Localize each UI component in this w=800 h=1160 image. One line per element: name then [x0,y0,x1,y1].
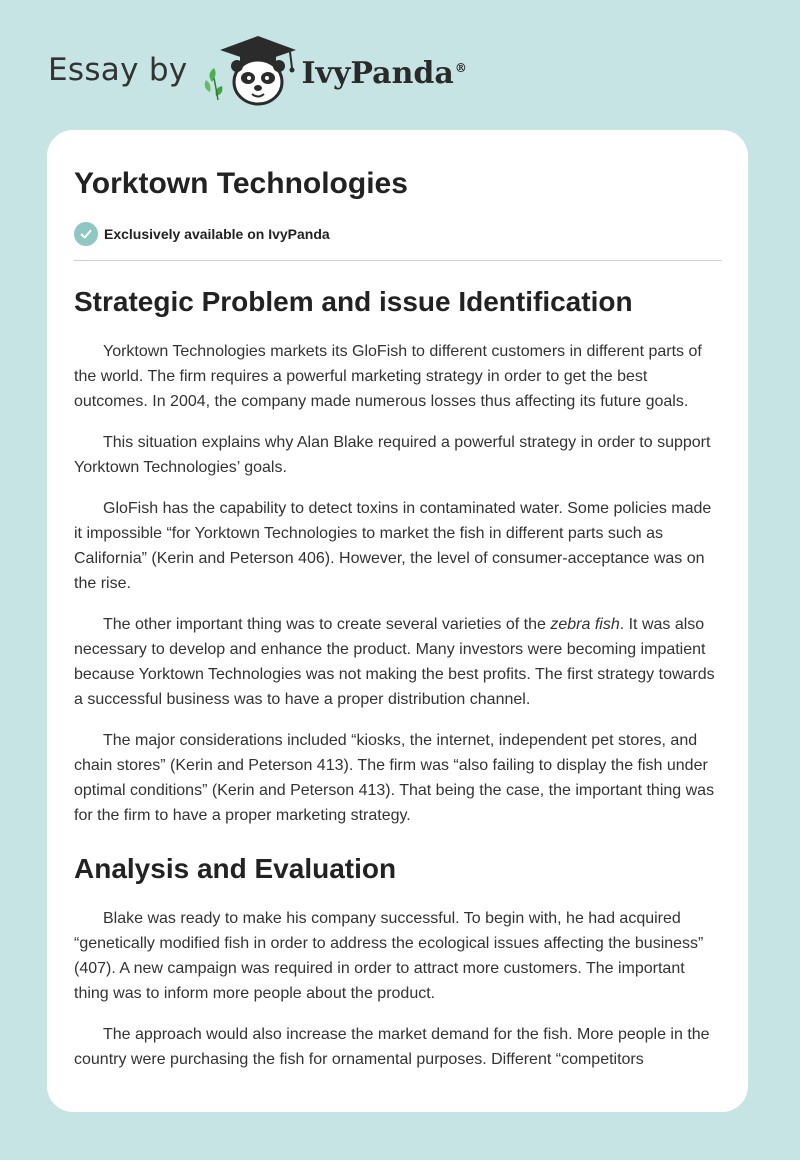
paragraph: The other important thing was to create several varieties of the zebra fish. It was also necessary to develop and enhance the product. Many investors were becoming impatient because Yorktown Technologies was not making the best profits. The first strategy towards a successful business was to have a proper distribution channel. [74,616,715,708]
exclusive-badge-label: Exclusively available on IvyPanda [104,226,330,242]
ivypanda-logo[interactable] [202,30,467,110]
essay-card [47,130,748,1112]
section-heading: Analysis and Evaluation [74,853,397,884]
paragraph: GloFish has the capability to detect toxins in contaminated water. Some policies made it impossible “for Yorktown Technologies to market the fish in different parts such as California” (Kerin and Peterson 406). However, the level of consumer-acceptance was on the rise. [74,500,712,592]
paragraph: Yorktown Technologies markets its GloFish to different customers in different parts of the world. The firm requires a powerful marketing strategy in order to get the best outcomes. In 2004, the company made numerous losses thus affecting its future goals. [74,343,702,410]
essay-by-label: Essay by [48,52,188,88]
exclusive-badge [74,222,722,246]
checkmark-icon [74,222,98,246]
registered-mark: ® [454,60,467,75]
emphasis-text: zebra fish [550,616,620,633]
site-header [48,30,548,110]
ivypanda-brand-name: IvyPanda® [301,55,467,91]
section-heading: Strategic Problem and issue Identification [74,286,633,317]
panda-mascot-icon [202,30,298,110]
page-title: Yorktown Technologies [74,167,408,200]
paragraph: The major considerations included “kiosks, the internet, independent pet stores, and chain stores” (Kerin and Peterson 413). The firm was “also failing to display the fish under optimal conditions” (Kerin and Peterson 413). That being the case, the important thing was for the firm to have a proper marketing strategy. [74,732,715,824]
paragraph: The approach would also increase the market demand for the fish. More people in the country were purchasing the fish for ornamental purposes. Different “competitors [74,1026,710,1068]
title-divider [74,260,722,261]
paragraph: This situation explains why Alan Blake required a powerful strategy in order to support Yorktown Technologies’ goals. [74,434,711,476]
paragraph: Blake was ready to make his company successful. To begin with, he had acquired “genetically modified fish in order to address the ecological issues affecting the business” (407). A new campaign was required in order to attract more customers. The important thing was to inform more people about the product. [74,910,704,1002]
